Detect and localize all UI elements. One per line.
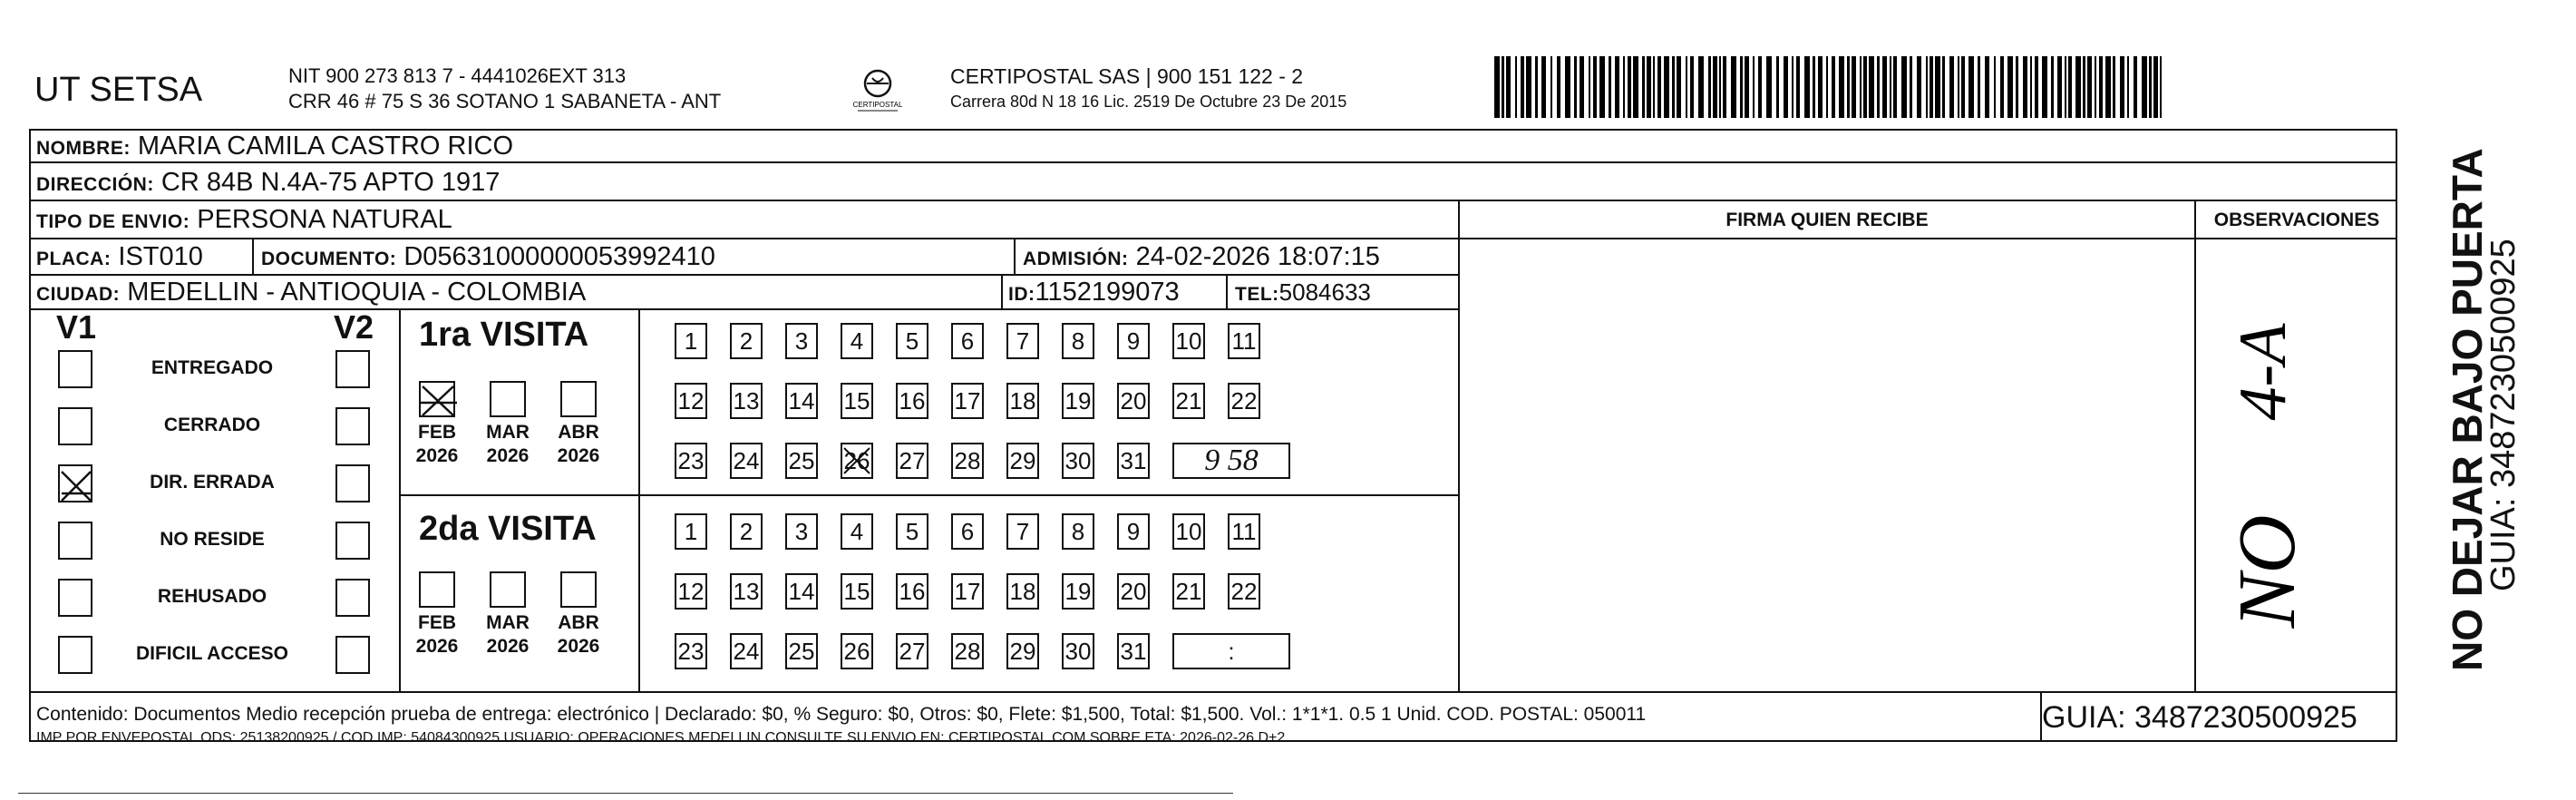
day-box[interactable]: 31 (1117, 633, 1150, 669)
barcode-bar (1526, 56, 1531, 118)
second-visit-time[interactable]: : (1172, 633, 1290, 669)
month-label (481, 421, 535, 468)
day-box[interactable]: 10 (1172, 513, 1205, 550)
barcode-bar (1609, 56, 1611, 118)
day-box[interactable]: 20 (1117, 573, 1150, 610)
day-box[interactable]: 23 (675, 443, 707, 479)
day-box[interactable]: 8 (1062, 513, 1094, 550)
barcode-bar (1877, 56, 1880, 118)
ciudad-label: CIUDAD: (36, 284, 121, 305)
day-box[interactable]: 23 (675, 633, 707, 669)
barcode-bar (1910, 56, 1912, 118)
barcode-bar (1686, 56, 1687, 118)
barcode-bar (1968, 56, 1974, 118)
nit-line: NIT 900 273 813 7 - 4441026EXT 313 (288, 64, 627, 87)
v1-checkbox[interactable] (58, 350, 92, 388)
barcode-bar (1818, 56, 1823, 118)
day-box[interactable]: 27 (896, 443, 928, 479)
first-visit-title: 1ra VISITA (419, 316, 589, 354)
barcode-bar (1506, 56, 1511, 118)
day-box[interactable]: 3 (785, 513, 818, 550)
barcode-bar (1745, 56, 1749, 118)
barcode-bar (2095, 56, 2096, 118)
barcode-bar (2000, 56, 2004, 118)
observation-bottom: NO (2222, 514, 2312, 629)
barcode-bar (1541, 56, 1546, 118)
barcode-bar (2035, 56, 2038, 118)
documento-value: D05631000000053992410 (403, 242, 715, 271)
barcode-bar (1615, 56, 1619, 118)
side-warning: NO DEJAR BAJO PUERTA (2444, 148, 2491, 671)
barcode-bar (1847, 56, 1850, 118)
month-checkbox[interactable] (490, 381, 526, 417)
day-box[interactable]: 21 (1172, 383, 1205, 419)
barcode-bar (1882, 56, 1887, 118)
day-box[interactable]: 12 (675, 383, 707, 419)
barcode-bar (1719, 56, 1721, 118)
nombre-row (36, 131, 513, 164)
barcode-bar (1672, 56, 1675, 118)
barcode-bar (1985, 56, 1989, 118)
barcode-bar (2083, 56, 2085, 118)
certipostal-nit: CERTIPOSTAL SAS | 900 151 122 - 2 (950, 64, 1304, 88)
barcode-bar (1949, 56, 1954, 118)
day-box[interactable]: 14 (785, 573, 818, 610)
day-box[interactable]: 2 (730, 513, 763, 550)
day-box[interactable]: 26 (841, 633, 873, 669)
status-label: DIR. ERRADA (150, 472, 275, 493)
day-box[interactable]: 2 (730, 323, 763, 359)
barcode-bar (1677, 56, 1681, 118)
direccion-label: DIRECCIÓN: (36, 174, 154, 195)
barcode-bar (1935, 56, 1940, 118)
month-checkbox[interactable] (560, 571, 597, 608)
day-box[interactable]: 26 (841, 443, 873, 479)
placa-label: PLACA: (36, 249, 112, 269)
v1-checkbox[interactable] (58, 464, 92, 502)
v1-checkbox[interactable] (58, 579, 92, 617)
month-label (481, 611, 535, 659)
tel-label: TEL: (1235, 284, 1279, 305)
first-visit-time[interactable]: 9 58 (1172, 443, 1290, 479)
barcode-bar (1664, 56, 1669, 118)
barcode-bar (1893, 56, 1897, 118)
barcode-bar (1926, 56, 1928, 118)
barcode-bar (1502, 56, 1504, 118)
day-box[interactable]: 17 (951, 383, 984, 419)
day-box[interactable]: 6 (951, 323, 984, 359)
barcode-bar (1633, 56, 1638, 118)
admision-value: 24-02-2026 18:07:15 (1135, 242, 1380, 271)
barcode-bar (1698, 56, 1704, 118)
v1-checkbox[interactable] (58, 636, 92, 674)
ciudad-value: MEDELLIN - ANTIOQUIA - COLOMBIA (127, 278, 587, 307)
day-box[interactable]: 24 (730, 443, 763, 479)
barcode-bar (1599, 56, 1605, 118)
barcode-bar (2023, 56, 2027, 118)
barcode-bar (2134, 56, 2137, 118)
barcode-bar (1860, 56, 1862, 118)
day-mark-icon (841, 443, 873, 483)
barcode-bar (1521, 56, 1524, 118)
day-box[interactable]: 20 (1117, 383, 1150, 419)
day-box[interactable]: 5 (896, 323, 928, 359)
barcode-bar (2065, 56, 2066, 118)
month-label (410, 421, 464, 468)
day-box[interactable]: 4 (841, 513, 873, 550)
month-year: 2026 (415, 636, 459, 657)
day-box[interactable]: 8 (1062, 323, 1094, 359)
barcode-bar (1961, 56, 1965, 118)
barcode-bar (1731, 56, 1736, 118)
v2-header: V2 (334, 308, 374, 346)
barcode-bar (1978, 56, 1980, 118)
id-label: ID: (1008, 284, 1035, 305)
v2-checkbox[interactable] (335, 407, 370, 445)
barcode-bar (2120, 56, 2124, 118)
day-box[interactable]: 24 (730, 633, 763, 669)
admision-label: ADMISIÓN: (1023, 249, 1129, 269)
barcode-bar (1792, 56, 1793, 118)
day-box[interactable]: 29 (1006, 633, 1039, 669)
id-value: 1152199073 (1035, 278, 1180, 307)
month-checkbox[interactable] (560, 381, 597, 417)
day-box[interactable]: 28 (951, 443, 984, 479)
second-visit-title: 2da VISITA (419, 510, 597, 548)
barcode-bar (2113, 56, 2115, 118)
day-box[interactable]: 18 (1006, 383, 1039, 419)
day-box[interactable]: 16 (896, 573, 928, 610)
address-line: CRR 46 # 75 S 36 SOTANO 1 SABANETA - ANT (288, 90, 722, 112)
v1-checkbox[interactable] (58, 407, 92, 445)
barcode-bar (1708, 56, 1711, 118)
side-guia: GUIA: 3487230500925 (2484, 239, 2523, 591)
barcode-bar (1863, 56, 1867, 118)
barcode-bar (1657, 56, 1661, 118)
day-box[interactable]: 19 (1062, 383, 1094, 419)
id-cell (1008, 277, 1180, 310)
handwritten-observations (2203, 272, 2385, 689)
status-label: NO RESIDE (160, 529, 265, 550)
barcode-bar (1589, 56, 1590, 118)
month-year: 2026 (557, 636, 600, 657)
day-box[interactable]: 11 (1228, 323, 1260, 359)
month-checkbox[interactable] (490, 571, 526, 608)
ciudad-cell (36, 277, 586, 310)
v2-checkbox[interactable] (335, 350, 370, 388)
barcode-bar (1515, 56, 1517, 118)
day-box[interactable]: 7 (1006, 513, 1039, 550)
day-box[interactable]: 30 (1062, 633, 1094, 669)
barcode-bar (1958, 56, 1959, 118)
placa-cell (36, 241, 203, 275)
month-year: 2026 (486, 445, 530, 466)
day-box[interactable]: 1 (675, 513, 707, 550)
month-name: ABR (558, 612, 599, 633)
barcode-bar (1642, 56, 1645, 118)
placa-value: IST010 (118, 242, 203, 271)
check-mark-icon (60, 466, 94, 504)
month-checkbox[interactable] (419, 571, 455, 608)
barcode-bar (1804, 56, 1810, 118)
barcode-bar (1776, 56, 1779, 118)
documento-label: DOCUMENTO: (261, 249, 397, 269)
day-box[interactable]: 13 (730, 383, 763, 419)
barcode-bar (1942, 56, 1945, 118)
month-checkbox[interactable] (419, 381, 455, 417)
barcode-bar (2142, 56, 2147, 118)
barcode-bar (1593, 56, 1597, 118)
month-label (410, 611, 464, 659)
tipo-label: TIPO DE ENVIO: (36, 211, 190, 232)
month-year: 2026 (486, 636, 530, 657)
v2-checkbox[interactable] (335, 579, 370, 617)
barcode-bar (2149, 56, 2152, 118)
barcode-bar (1930, 56, 1933, 118)
day-box[interactable]: 15 (841, 573, 873, 610)
barcode-bar (1852, 56, 1856, 118)
barcode-bar (1917, 56, 1921, 118)
month-name: FEB (418, 422, 456, 443)
barcode-bar (2075, 56, 2081, 118)
day-box[interactable]: 9 (1117, 323, 1150, 359)
barcode-bar (1839, 56, 1844, 118)
day-box[interactable]: 29 (1006, 443, 1039, 479)
barcode-bar (1628, 56, 1631, 118)
barcode-bar (1494, 56, 1500, 118)
day-box[interactable]: 10 (1172, 323, 1205, 359)
barcode-bar (1758, 56, 1762, 118)
day-box[interactable]: 14 (785, 383, 818, 419)
v2-checkbox[interactable] (335, 464, 370, 502)
tipo-row (36, 204, 452, 238)
barcode-bar (1784, 56, 1788, 118)
barcode-bar (2105, 56, 2111, 118)
barcode-bar (1890, 56, 1891, 118)
barcode-bar (1580, 56, 1584, 118)
barcode-bar (1723, 56, 1726, 118)
month-name: MAR (486, 612, 530, 633)
status-label: CERRADO (163, 415, 261, 435)
day-box[interactable]: 30 (1062, 443, 1094, 479)
day-box[interactable]: 1 (675, 323, 707, 359)
footer-imp: IMP POR ENVEPOSTAL ODS: 25138200925 / COD.IMP: 54084300925 USUARIO: OPERACIONES MEDELLIN CONSULTE SU ENVIO EN: CERTIPOSTAL.COM SOBRE ETA: 2026-02-26 D+2 (36, 730, 1286, 746)
barcode-bar (1690, 56, 1694, 118)
barcode-bar (1647, 56, 1651, 118)
direccion-value: CR 84B N.4A-75 APTO 1917 (160, 168, 501, 197)
certipostal-license: Carrera 80d N 18 16 Lic. 2519 De Octubre 23 De 2015 (950, 93, 1347, 111)
observaciones-header: OBSERVACIONES (2213, 210, 2380, 230)
barcode-bar (1869, 56, 1874, 118)
barcode-bar (2057, 56, 2062, 118)
day-box[interactable]: 11 (1228, 513, 1260, 550)
barcode-bar (1901, 56, 1907, 118)
month-name: ABR (558, 422, 599, 443)
barcode-bar (1653, 56, 1655, 118)
observation-top: 4-A (2226, 323, 2300, 421)
day-box[interactable]: 15 (841, 383, 873, 419)
direccion-row (36, 167, 500, 200)
day-box[interactable]: 3 (785, 323, 818, 359)
firma-header: FIRMA QUIEN RECIBE (1725, 210, 1929, 230)
status-label: REHUSADO (157, 586, 267, 607)
status-label: DIFICIL ACCESO (135, 643, 288, 664)
day-box[interactable]: 22 (1228, 383, 1260, 419)
brand-name: UT SETSA (34, 71, 203, 109)
day-box[interactable]: 22 (1228, 573, 1260, 610)
day-box[interactable]: 31 (1117, 443, 1150, 479)
barcode-bar (2160, 56, 2162, 118)
month-year: 2026 (557, 445, 600, 466)
barcode-bar (2153, 56, 2158, 118)
tel-value: 5084633 (1278, 278, 1371, 306)
barcode-bar (2030, 56, 2032, 118)
month-label (551, 611, 606, 659)
barcode-bar (1550, 56, 1552, 118)
tipo-value: PERSONA NATURAL (197, 205, 452, 234)
barcode-bar (1574, 56, 1577, 118)
certipostal-info (950, 63, 1346, 114)
barcode-bar (2099, 56, 2103, 118)
admision-cell (1023, 241, 1380, 275)
day-box[interactable]: 9 (1117, 513, 1150, 550)
barcode-bar (1753, 56, 1755, 118)
day-box[interactable]: 16 (896, 383, 928, 419)
barcode-bar (2087, 56, 2092, 118)
day-box[interactable]: 18 (1006, 573, 1039, 610)
barcode-bar (1813, 56, 1815, 118)
barcode-bar (2016, 56, 2018, 118)
day-box[interactable]: 28 (951, 633, 984, 669)
v1-header: V1 (56, 308, 97, 346)
barcode-bar (1766, 56, 1772, 118)
barcode-bar (2051, 56, 2054, 118)
barcode-bar (2068, 56, 2072, 118)
v2-checkbox[interactable] (335, 522, 370, 560)
day-box[interactable]: 5 (896, 513, 928, 550)
day-box[interactable]: 12 (675, 573, 707, 610)
barcode-bar (1713, 56, 1717, 118)
v2-checkbox[interactable] (335, 636, 370, 674)
barcode-bar (1994, 56, 1996, 118)
company-info (288, 63, 721, 114)
v1-checkbox[interactable] (58, 522, 92, 560)
barcode-bar (1796, 56, 1800, 118)
month-name: MAR (486, 422, 530, 443)
footer-content: Contenido: Documentos Medio recepción prueba de entrega: electrónico | Declarado: $0, % Seguro: $0, Otros: $0, Flete: $1,500, Total: $1,500. Vol.: 1*1*1. 0.5 1 Unid. COD. POSTAL: 050011 (36, 704, 1647, 725)
barcode-bar (2042, 56, 2047, 118)
month-label (551, 421, 606, 468)
month-year: 2026 (415, 445, 459, 466)
barcode-bar (1565, 56, 1570, 118)
nombre-label: NOMBRE: (36, 138, 131, 159)
guia-number: GUIA: 3487230500925 (2042, 700, 2357, 735)
barcode-bar (1623, 56, 1625, 118)
day-box[interactable]: 6 (951, 513, 984, 550)
day-box[interactable]: 7 (1006, 323, 1039, 359)
day-box[interactable]: 17 (951, 573, 984, 610)
barcode-bar (1557, 56, 1560, 118)
day-box[interactable]: 19 (1062, 573, 1094, 610)
barcode-bar (2127, 56, 2129, 118)
barcode-bar (1535, 56, 1538, 118)
check-mark-icon (421, 383, 457, 419)
tel-cell (1235, 277, 1371, 310)
month-name: FEB (418, 612, 456, 633)
barcode-bar (2007, 56, 2013, 118)
day-box[interactable]: 4 (841, 323, 873, 359)
barcode-bar (1832, 56, 1835, 118)
barcode-bar (1826, 56, 1828, 118)
status-label: ENTREGADO (151, 357, 274, 378)
day-box[interactable]: 25 (785, 633, 818, 669)
logo-caption: CERTIPOSTAL (852, 101, 903, 109)
day-box[interactable]: 25 (785, 443, 818, 479)
barcode-bar (1740, 56, 1743, 118)
day-box[interactable]: 27 (896, 633, 928, 669)
certipostal-logo (852, 63, 903, 114)
day-box[interactable]: 13 (730, 573, 763, 610)
barcode (1494, 56, 2174, 118)
day-box[interactable]: 21 (1172, 573, 1205, 610)
nombre-value: MARIA CAMILA CASTRO RICO (137, 132, 514, 161)
documento-cell (261, 241, 715, 275)
